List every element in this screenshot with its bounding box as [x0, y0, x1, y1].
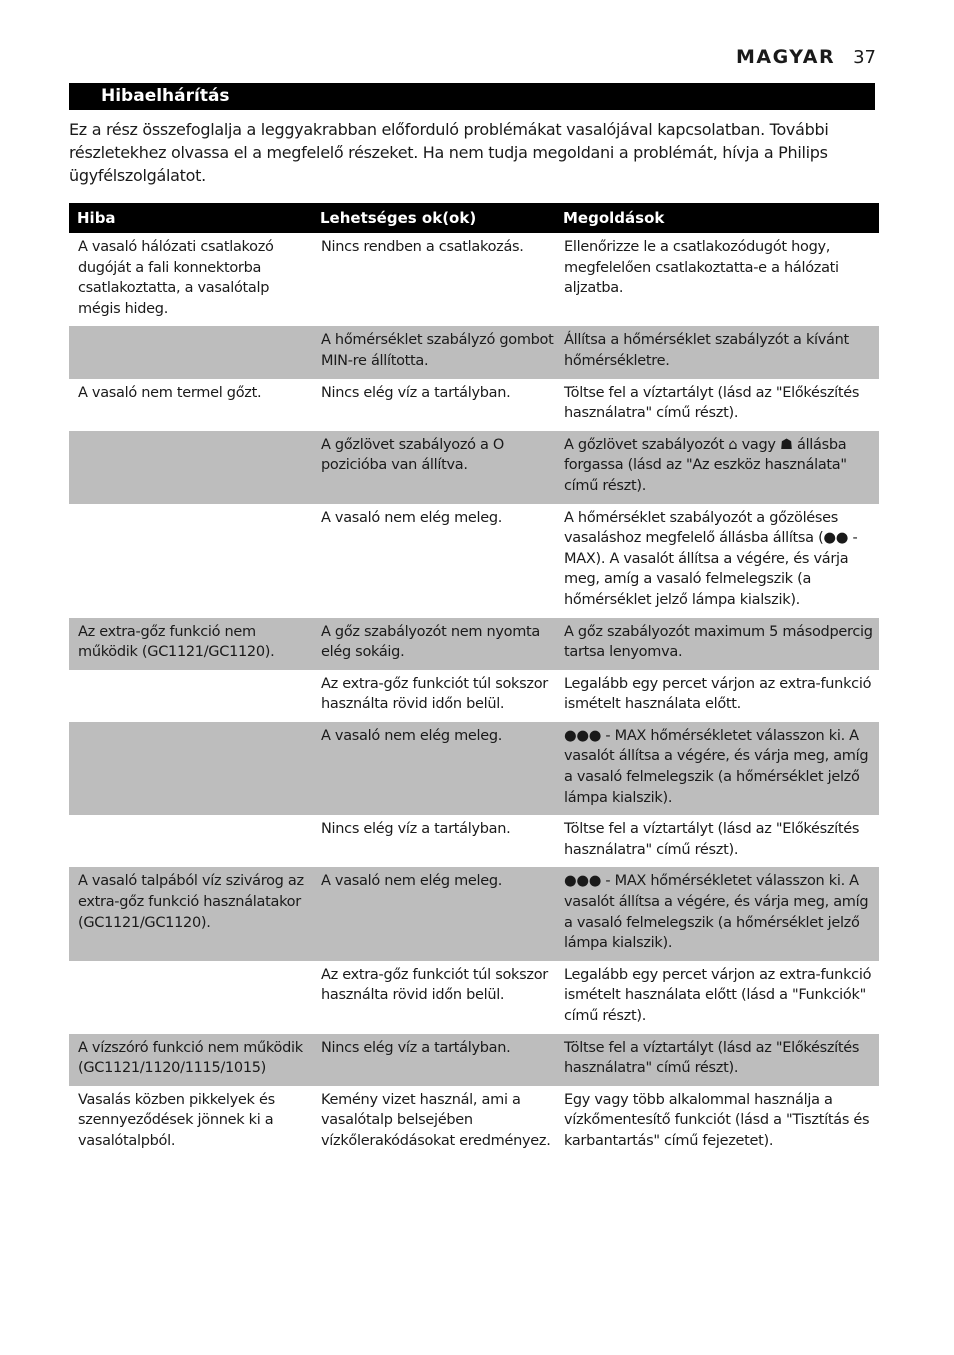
table-body [69, 233, 879, 1159]
cell-problem: A vasaló nem termel gőzt. [78, 384, 262, 401]
cell-cause: Nincs elég víz a tartályban. [321, 821, 511, 838]
cell-solution: Állítsa a hőmérséklet szabályzót a kívánt hőmérsékletre. [555, 326, 879, 378]
table-row [69, 233, 879, 326]
intro-paragraph: Ez a rész összefoglalja a leggyakrabban előforduló problémákat vasalójával kapcsolatban. További részletekhez olvassa el a megfelelő részeket. Ha nem tudja megoldani a problémát, hívja a Philips ügyfélszolgálatot. [69, 120, 829, 185]
table-row [69, 379, 879, 431]
cell-cause: Nincs rendben a csatlakozás. [321, 239, 524, 255]
cell-solution: A hőmérséklet szabályozót a gőzöléses vasaláshoz megfelelő állásba állítsa (●● - MAX). A vasalót állítsa a végére, és várja meg, amíg a vasaló felmelegszik (a hőmérséklet jelző lámpa kialszik). [564, 509, 858, 608]
cell-problem [69, 431, 312, 504]
table-row [69, 961, 879, 1034]
cell-cause: A vasaló nem elég meleg. [312, 722, 555, 815]
table-row [69, 1034, 879, 1086]
cell-cause: A gőz szabályozót nem nyomta elég sokáig. [312, 618, 555, 670]
cell-problem: Az extra-gőz funkció nem működik (GC1121/GC1120). [69, 618, 312, 670]
cell-problem: A vasaló talpából víz szivárog az extra-gőz funkció használatakor (GC1121/GC1120). [69, 867, 312, 960]
section-title: Hibaelhárítás [69, 83, 875, 110]
column-header-problem: Hiba [69, 203, 312, 233]
cell-solution: Töltse fel a víztartályt (lásd az "Előkészítés használatra" című részt). [564, 384, 860, 422]
cell-solution: Legalább egy percet várjon az extra-funkció ismételt használata előtt (lásd a "Funkciók" című részt). [564, 966, 872, 1024]
cell-problem [69, 961, 312, 1034]
cell-problem [69, 504, 312, 618]
troubleshooting-table [69, 203, 879, 1159]
table-row [69, 504, 879, 618]
cell-problem: Vasalás közben pikkelyek és szennyeződések jönnek ki a vasalótalpból. [78, 1091, 275, 1149]
table-row [69, 618, 879, 670]
cell-cause: Kemény vizet használ, ami a vasalótalp belsejében vízkőlerakódásokat eredményez. [321, 1091, 551, 1149]
cell-solution: A gőz szabályozót maximum 5 másodpercig tartsa lenyomva. [555, 618, 879, 670]
table-row [69, 722, 879, 815]
table-row [69, 326, 879, 378]
cell-problem [69, 670, 312, 722]
table-row [69, 1086, 879, 1159]
cell-cause: Az extra-gőz funkciót túl sokszor használta rövid időn belül. [321, 675, 548, 713]
cell-solution: Töltse fel a víztartályt (lásd az "Előkészítés használatra" című részt). [555, 1034, 879, 1086]
cell-solution: ●●● - MAX hőmérsékletet válasszon ki. A vasalót állítsa a végére, és várja meg, amíg a vasaló felmelegszik (a hőmérséklet jelző lámpa kialszik). [555, 867, 879, 960]
cell-cause: Nincs elég víz a tartályban. [312, 1034, 555, 1086]
cell-cause: Nincs elég víz a tartályban. [321, 384, 511, 401]
cell-cause: A hőmérséklet szabályzó gombot MIN-re állította. [312, 326, 555, 378]
table-row [69, 815, 879, 867]
table-row [69, 431, 879, 504]
language-label: MAGYAR [736, 46, 836, 68]
page-number: 37 [853, 47, 876, 68]
cell-solution: A gőzlövet szabályozót ⌂ vagy ☗ állásba forgassa (lásd az "Az eszköz használata" című részt). [555, 431, 879, 504]
cell-problem [69, 722, 312, 815]
cell-problem: A vasaló hálózati csatlakozó dugóját a fali konnektorba csatlakoztatta, a vasalótalp mégis hideg. [78, 239, 274, 317]
cell-cause: A vasaló nem elég meleg. [321, 509, 503, 526]
cell-problem: A vízszóró funkció nem működik (GC1121/1120/1115/1015) [69, 1034, 312, 1086]
page-header [736, 46, 876, 68]
cell-cause: A vasaló nem elég meleg. [312, 867, 555, 960]
cell-problem [69, 815, 312, 867]
column-header-solution: Megoldások [555, 203, 879, 233]
cell-solution: Legalább egy percet várjon az extra-funkció ismételt használata előtt. [564, 675, 872, 713]
table-row [69, 670, 879, 722]
cell-solution: ●●● - MAX hőmérsékletet válasszon ki. A vasalót állítsa a végére, és várja meg, amíg a vasaló felmelegszik (a hőmérséklet jelző lámpa kialszik). [555, 722, 879, 815]
table-row [69, 867, 879, 960]
cell-cause: A gőzlövet szabályozó a O pozicióba van állítva. [312, 431, 555, 504]
table-header-row [69, 203, 879, 233]
cell-solution: Töltse fel a víztartályt (lásd az "Előkészítés használatra" című részt). [564, 821, 860, 858]
cell-problem [69, 326, 312, 378]
cell-solution: Ellenőrizze le a csatlakozódugót hogy, megfelelően csatlakoztatta-e a hálózati aljzatba. [564, 239, 839, 297]
cell-solution: Egy vagy több alkalommal használja a vízkőmentesítő funkciót (lásd a "Tisztítás és karbantartás" című fejezetet). [564, 1091, 870, 1149]
cell-cause: Az extra-gőz funkciót túl sokszor használta rövid időn belül. [321, 966, 548, 1004]
column-header-cause: Lehetséges ok(ok) [312, 203, 555, 233]
